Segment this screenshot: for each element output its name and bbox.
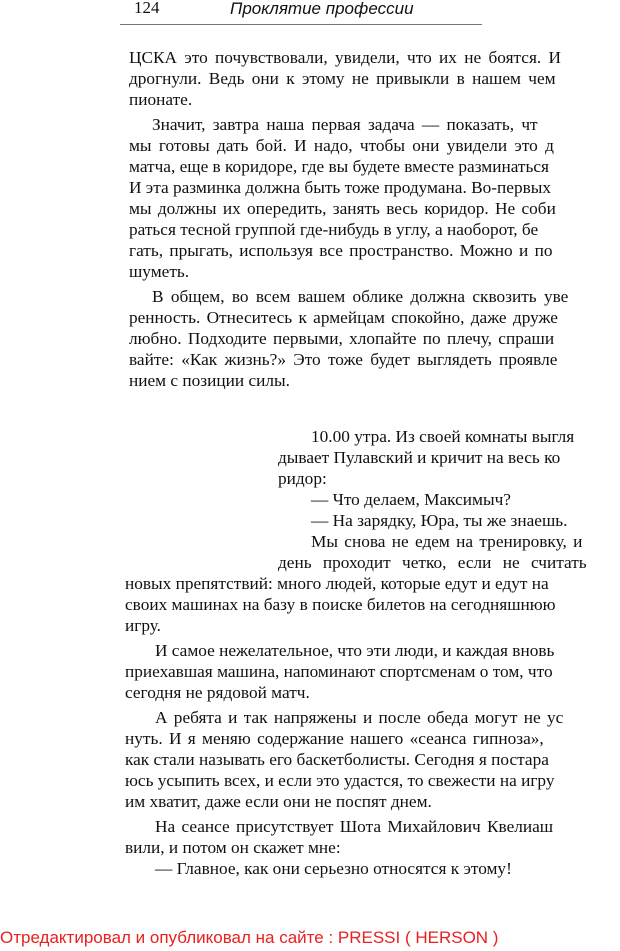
text-line: нуть. И я меняю содержание нашего «сеанса гипноза», <box>125 729 544 748</box>
text-line: мы готовы дать бой. И надо, чтобы они увидели это д <box>129 136 554 155</box>
text-line: юсь усыпить всех, и если это удастся, то свежести на игру <box>125 771 555 790</box>
text-line: мы должны их опередить, занять весь коридор. Не соби <box>129 199 556 218</box>
text-line: — Что делаем, Максимыч? <box>311 490 511 509</box>
text-line: ридор: <box>278 469 327 488</box>
text-line: дрогнули. Ведь они к этому не привыкли в нашем чем <box>129 69 556 88</box>
text-line: своих машинах на базу в поиске билетов на сегодняшнюю <box>125 595 556 614</box>
text-line: вайте: «Как жизнь?» Это тоже будет выглядеть проявле <box>129 350 558 369</box>
text-line: раться тесной группой где-нибудь в углу, а наоборот, бе <box>129 220 539 239</box>
text-line: ренность. Отнеситесь к армейцам спокойно, даже друже <box>129 308 558 327</box>
text-line: шуметь. <box>129 262 190 281</box>
text-line: И самое нежелательное, что эти люди, и каждая вновь <box>155 641 555 660</box>
publisher-watermark: Отредактировал и опубликовал на сайте : PRESSI ( HERSON ) <box>0 928 499 947</box>
text-line: 10.00 утра. Из своей комнаты выгля <box>311 427 575 446</box>
text-line: матча, еще в коридоре, где вы будете вместе разминаться <box>129 157 549 176</box>
text-line: гать, прыгать, используя все пространство. Можно и по <box>129 241 553 260</box>
text-line: А ребята и так напряжены и после обеда могут не ус <box>155 708 564 727</box>
text-line: сегодня не рядовой матч. <box>125 683 310 702</box>
text-line: В общем, во всем вашем облике должна сквозить уве <box>152 287 569 306</box>
text-line: нием с позиции силы. <box>129 371 290 390</box>
text-line: им хватит, даже если они не поспят днем. <box>125 792 432 811</box>
text-line: новых препятствий: много людей, которые едут и едут на <box>125 574 549 593</box>
text-line: И эта разминка должна быть тоже продумана. Во-первых <box>129 178 551 197</box>
text-line: игру. <box>125 616 161 635</box>
text-line: На сеансе присутствует Шота Михайлович Квелиаш <box>155 817 554 836</box>
text-line: день проходит четко, если не считать <box>278 553 587 572</box>
text-line: как стали называть его баскетболисты. Сегодня я постара <box>125 750 549 769</box>
page-number: 124 <box>134 0 160 17</box>
text-line: дывает Пулавский и кричит на весь ко <box>278 448 561 467</box>
text-line: приехавшая машина, напоминают спортсменам о том, что <box>125 662 553 681</box>
running-title: Проклятие профессии <box>230 0 414 18</box>
text-line: Значит, завтра наша первая задача — показать, чт <box>152 115 538 134</box>
text-line: — Главное, как они серьезно относятся к этому! <box>155 859 512 878</box>
text-line: пионате. <box>129 90 193 109</box>
text-line: Мы снова не едем на тренировку, и <box>311 532 583 551</box>
text-line: — На зарядку, Юра, ты же знаешь. <box>311 511 568 530</box>
text-line: ЦСКА это почувствовали, увидели, что их не боятся. И <box>129 48 562 67</box>
text-line: вили, и потом он скажет мне: <box>125 838 341 857</box>
text-line: любно. Подходите первыми, хлопайте по плечу, спраши <box>129 329 555 348</box>
page-header <box>120 0 482 25</box>
